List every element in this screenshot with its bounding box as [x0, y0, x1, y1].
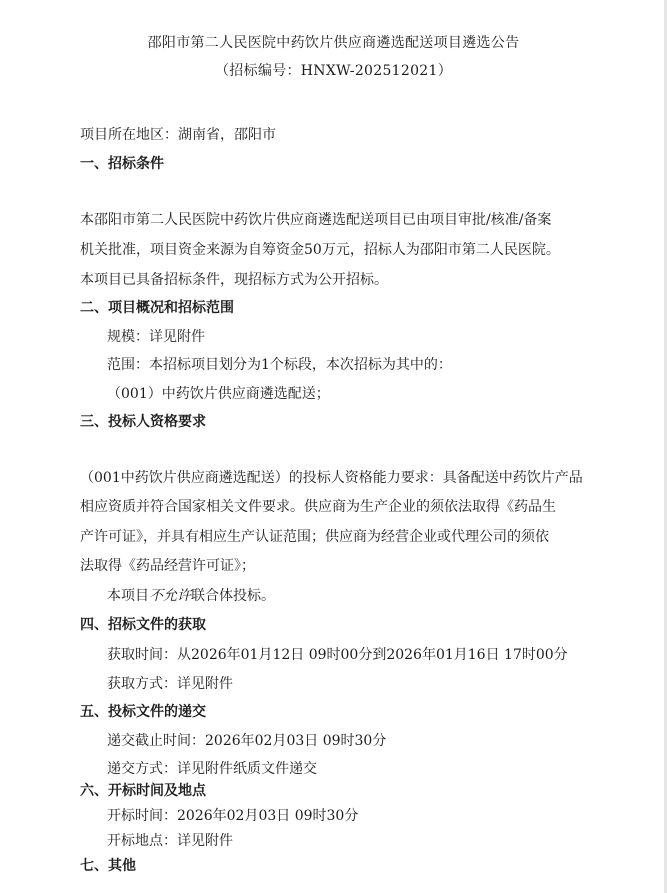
paragraph-line: 相应资质并符合国家相关文件要求。供应商为生产企业的须依法取得《药品生 — [80, 499, 556, 515]
consortium-emphasis: 不允许 — [149, 588, 191, 604]
paragraph-line: 本项目已具备招标条件，现招标方式为公开招标。 — [80, 272, 388, 288]
section-heading-1: 一、招标条件 — [80, 156, 164, 172]
paragraph-line: （001中药饮片供应商遴选配送）的投标人资格能力要求：具备配送中药饮片产品 — [80, 470, 583, 486]
consortium-line — [107, 586, 275, 606]
bid-number: （招标编号：HNXW-202512021） — [215, 63, 452, 79]
opening-time-line: 开标时间：2026年02月03日 09时30分 — [107, 808, 359, 824]
section-heading-5: 五、投标文件的递交 — [80, 704, 206, 720]
scale-line: 规模：详见附件 — [107, 329, 205, 345]
obtain-time-line: 获取时间：从2026年01月12日 09时00分到2026年01月16日 17时00分 — [107, 647, 568, 663]
project-region: 项目所在地区：湖南省，邵阳市 — [80, 127, 276, 143]
paragraph-line: 法取得《药品经营许可证》； — [80, 558, 255, 574]
section-heading-7: 七、其他 — [80, 858, 136, 874]
section-heading-2: 二、项目概况和招标范围 — [80, 300, 234, 316]
paragraph-line: 产许可证》，并具有相应生产认证范围；供应商为经营企业或代理公司的须依 — [80, 529, 549, 545]
document-title: 邵阳市第二人民医院中药饮片供应商遴选配送项目遴选公告 — [147, 35, 520, 51]
section-heading-6: 六、开标时间及地点 — [80, 783, 206, 799]
paragraph-line: 机关批准，项目资金来源为自筹资金50万元，招标人为邵阳市第二人民医院。 — [80, 242, 560, 258]
lot-line: （001）中药饮片供应商遴选配送； — [107, 386, 330, 402]
submission-method-line: 递交方式：详见附件纸质文件递交 — [107, 761, 317, 777]
submission-deadline-line: 递交截止时间：2026年02月03日 09时30分 — [107, 733, 387, 749]
section-heading-4: 四、招标文件的获取 — [80, 617, 206, 633]
obtain-method-line: 获取方式：详见附件 — [107, 676, 233, 692]
section-heading-3: 三、投标人资格要求 — [80, 414, 206, 430]
consortium-text: 联合体投标。 — [191, 588, 275, 604]
paragraph-line: 本邵阳市第二人民医院中药饮片供应商遴选配送项目已由项目审批/核准/备案 — [80, 212, 552, 228]
scope-line: 范围：本招标项目划分为1个标段，本次招标为其中的： — [107, 357, 452, 373]
consortium-text: 本项目 — [107, 588, 149, 604]
opening-place-line: 开标地点：详见附件 — [107, 833, 233, 849]
